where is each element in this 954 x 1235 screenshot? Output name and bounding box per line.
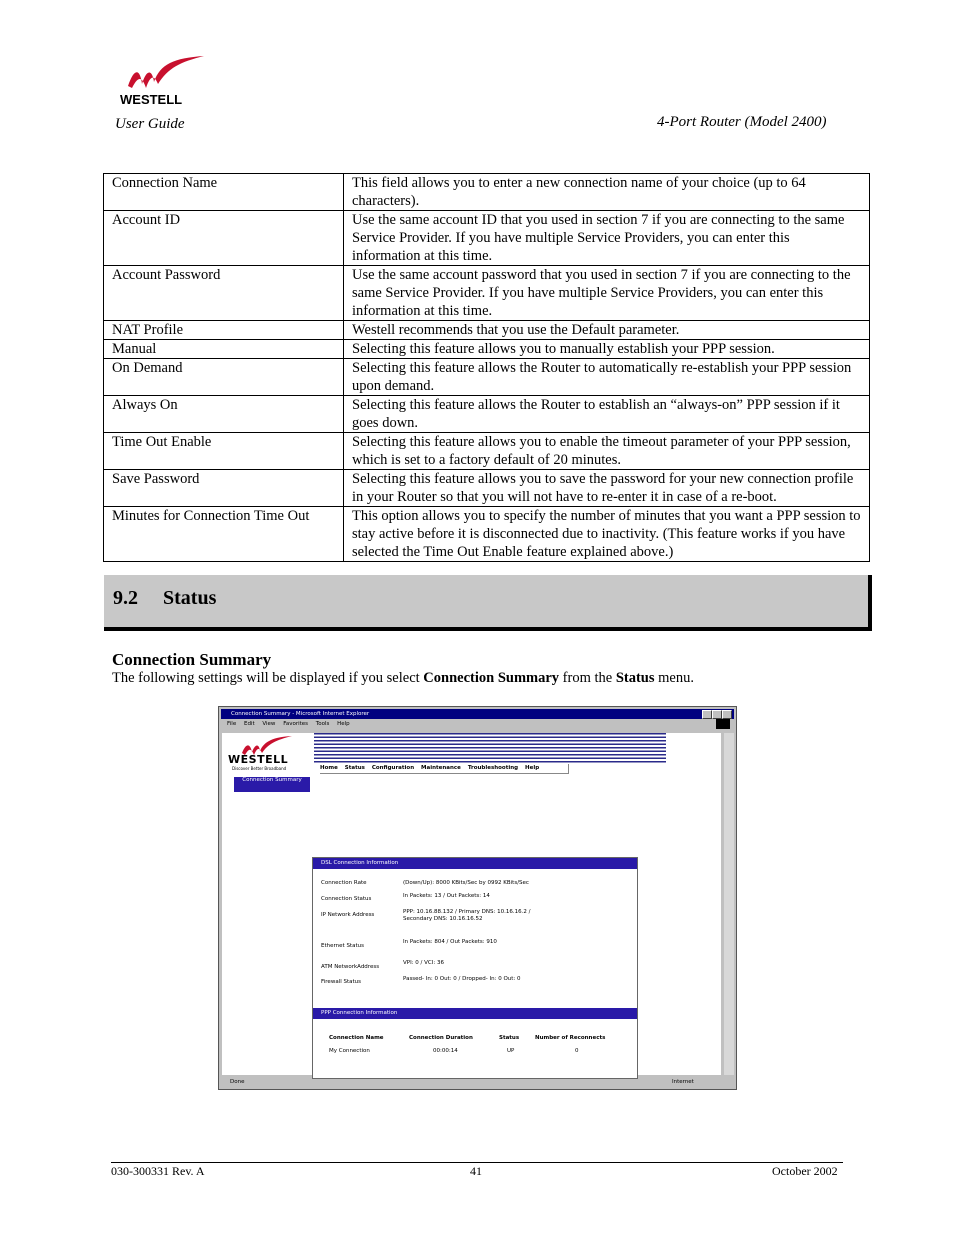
- ppp-cell: 00:00:14: [433, 1048, 458, 1054]
- para-text: from the: [559, 670, 616, 686]
- param-description: Selecting this feature allows you to manually establish your PPP session.: [344, 340, 870, 359]
- table-row: [104, 396, 870, 433]
- param-description: Use the same account ID that you used in section 7 if you are connecting to the same Service Provider. If you have multiple Service Providers, you can enter this information at this time.: [344, 211, 870, 266]
- param-description: Use the same account password that you used in section 7 if you are connecting to the same Service Provider. If you have multiple Service Providers, you can enter this information at this time.: [344, 266, 870, 321]
- status-bar: [222, 1077, 732, 1087]
- dsl-label: IP Network Address: [321, 912, 375, 918]
- browser-screenshot: [218, 706, 737, 1090]
- table-row: [104, 359, 870, 396]
- nav-maintenance[interactable]: Maintenance: [421, 765, 461, 771]
- tagline: Discover Better Broadband: [232, 766, 287, 771]
- table-row: [104, 433, 870, 470]
- top-nav: [320, 764, 569, 774]
- section-heading: [104, 575, 872, 631]
- param-name: Connection Name: [104, 174, 344, 211]
- param-name: Manual: [104, 340, 344, 359]
- table-row: [104, 174, 870, 211]
- param-name: NAT Profile: [104, 321, 344, 340]
- page-viewport: [222, 733, 721, 1075]
- dsl-value: VPI: 0 / VCI: 36: [403, 960, 444, 966]
- westell-logo: [114, 54, 206, 106]
- dsl-label: Ethernet Status: [321, 943, 364, 949]
- ppp-col-header: Connection Duration: [409, 1035, 473, 1041]
- nav-home[interactable]: Home: [320, 765, 338, 771]
- dsl-value: In Packets: 804 / Out Packets: 910: [403, 939, 497, 945]
- menu-edit[interactable]: Edit: [243, 721, 255, 727]
- param-description: Selecting this feature allows the Router to establish an “always-on” PPP session if it goes down.: [344, 396, 870, 433]
- dsl-label: Connection Rate: [321, 880, 367, 886]
- menu-favorites[interactable]: Favorites: [283, 721, 309, 727]
- subsection-title: Connection Summary: [112, 650, 272, 669]
- table-row: [104, 321, 870, 340]
- param-name: On Demand: [104, 359, 344, 396]
- intro-paragraph: [112, 670, 694, 687]
- param-name: Account Password: [104, 266, 344, 321]
- menu-view[interactable]: View: [262, 721, 276, 727]
- menu-bar: [227, 720, 356, 729]
- param-name: Account ID: [104, 211, 344, 266]
- svg-text:WESTELL: WESTELL: [120, 92, 183, 106]
- ppp-cell: 0: [575, 1048, 579, 1054]
- param-description: Westell recommends that you use the Default parameter.: [344, 321, 870, 340]
- status-text: Done: [230, 1079, 245, 1085]
- param-description: Selecting this feature allows the Router to automatically re-establish your PPP session upon demand.: [344, 359, 870, 396]
- section-number: 9.2: [113, 587, 138, 609]
- title-bar: [221, 709, 734, 719]
- dsl-value: (Down/Up): 8000 KBits/Sec by 0992 KBits/Sec: [403, 880, 529, 886]
- param-description: Selecting this feature allows you to save the password for your new connection profile in your Router so that you will not have to re-enter it in case of a re-boot.: [344, 470, 870, 507]
- menu-file[interactable]: File: [227, 721, 237, 727]
- table-row: [104, 266, 870, 321]
- footer-doc-number: 030-300331 Rev. A: [111, 1164, 205, 1178]
- section-title: Status: [163, 587, 217, 609]
- nav-troubleshooting[interactable]: Troubleshooting: [467, 765, 519, 771]
- param-description: This option allows you to specify the number of minutes that you want a PPP session to stay active before it is disconnected due to inactivity. (This feature works if you have selected the Time Out Enable feature explained above.): [344, 507, 870, 562]
- nav-help[interactable]: Help: [525, 765, 540, 771]
- param-description: This field allows you to enter a new connection name of your choice (up to 64 characters).: [344, 174, 870, 211]
- param-name: Minutes for Connection Time Out: [104, 507, 344, 562]
- nav-configuration[interactable]: Configuration: [371, 765, 415, 771]
- minimize-icon[interactable]: [702, 710, 712, 719]
- para-text: The following settings will be displayed if you select: [112, 670, 424, 686]
- dsl-value: Passed- In: 0 Out: 0 / Dropped- In: 0 Out: 0: [403, 976, 521, 982]
- header-product: 4-Port Router (Model 2400): [657, 114, 827, 130]
- dsl-value: PPP: 10.16.88.132 / Primary DNS: 10.16.16.2 / Secondary DNS: 10.16.16.52: [403, 909, 531, 922]
- ppp-col-header: Connection Name: [329, 1035, 384, 1041]
- ppp-col-header: Number of Reconnects: [535, 1035, 606, 1041]
- vertical-scrollbar[interactable]: [724, 733, 734, 1075]
- window-title: Connection Summary - Microsoft Internet Explorer: [231, 711, 370, 717]
- table-row: [104, 470, 870, 507]
- dsl-info-header: DSL Connection Information: [313, 858, 637, 869]
- footer-rule: [111, 1162, 843, 1163]
- table-row: [104, 507, 870, 562]
- ppp-col-header: Status: [499, 1035, 520, 1041]
- ppp-info-header: PPP Connection Information: [313, 1008, 637, 1019]
- param-description: Selecting this feature allows you to enable the timeout parameter of your PPP session, which is set to a factory default of 20 minutes.: [344, 433, 870, 470]
- maximize-icon[interactable]: [712, 710, 722, 719]
- dsl-value: In Packets: 13 / Out Packets: 14: [403, 893, 490, 899]
- close-icon[interactable]: [722, 710, 732, 719]
- ie-throbber-icon: [716, 719, 730, 729]
- connection-info-panel: [312, 857, 638, 1079]
- menu-tools[interactable]: Tools: [315, 721, 330, 727]
- param-name: Time Out Enable: [104, 433, 344, 470]
- param-name: Save Password: [104, 470, 344, 507]
- dsl-label: Connection Status: [321, 896, 372, 902]
- para-text: menu.: [654, 670, 694, 686]
- parameter-table: [103, 173, 870, 562]
- westell-brand: WESTELL: [228, 753, 289, 766]
- footer-page-number: 41: [470, 1164, 482, 1178]
- ppp-cell: My Connection: [329, 1048, 370, 1054]
- connection-summary-button[interactable]: Connection Summary: [234, 777, 310, 792]
- zone-text: Internet: [672, 1079, 694, 1085]
- table-row: [104, 340, 870, 359]
- para-bold: Status: [615, 670, 655, 686]
- footer-date: October 2002: [772, 1164, 838, 1178]
- para-bold: Connection Summary: [423, 670, 560, 686]
- ppp-cell: UP: [507, 1048, 515, 1054]
- table-row: [104, 211, 870, 266]
- header-stripes: [314, 733, 666, 763]
- nav-status[interactable]: Status: [344, 765, 365, 771]
- header-doc-type: User Guide: [115, 116, 185, 132]
- dsl-label: ATM NetworkAddress: [321, 964, 380, 970]
- param-name: Always On: [104, 396, 344, 433]
- dsl-label: Firewall Status: [321, 979, 362, 985]
- menu-help[interactable]: Help: [337, 721, 350, 727]
